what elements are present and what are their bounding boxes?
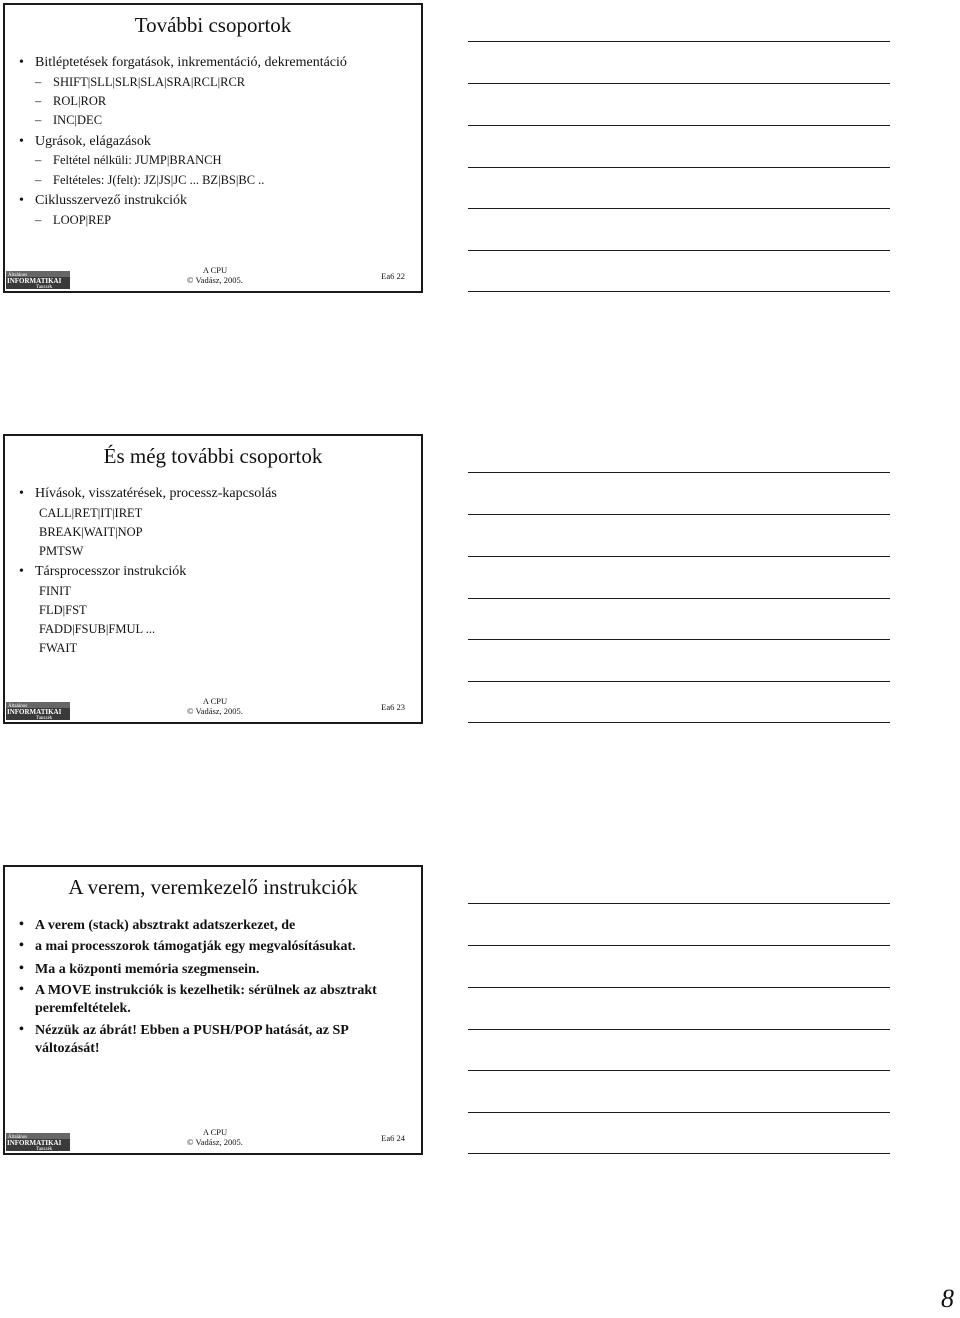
- dash-icon: –: [35, 94, 42, 108]
- slide-title: További csoportok: [134, 13, 292, 37]
- dash-icon: –: [35, 113, 42, 127]
- logo-line1: Általános: [8, 1135, 28, 1140]
- bullet-icon: •: [19, 564, 24, 579]
- bullet-icon: •: [19, 1022, 24, 1037]
- bullet-icon: •: [19, 961, 24, 976]
- department-logo: [6, 702, 70, 720]
- logo-line3: Tanszék: [36, 716, 53, 720]
- slide-footer-center: A CPU © Vadász, 2005.: [187, 1127, 243, 1147]
- slide-number: Ea6 22: [381, 271, 405, 281]
- dash-icon: –: [35, 153, 42, 167]
- logo-line1: Általános: [8, 273, 28, 278]
- dash-icon: –: [35, 75, 42, 89]
- bullet-icon: •: [19, 134, 24, 149]
- bullet-continuation: változását!: [35, 1041, 100, 1056]
- department-logo: [6, 1133, 70, 1151]
- logo-line3: Tanszék: [36, 1147, 53, 1151]
- slide-22: További csoportok • Bitléptetések forgatások, inkrementáció, dekrementáció – SHIFT|SLL|SLR|SLA|SRA|RCL|RCR – ROL|ROR – INC|DEC • Ugrások, elágazások – Feltétel nélküli: JUMP|BRANCH – Feltételes: J(felt): JZ|JS|JC ... BZ|BS|BC .. • Ciklusszervező instrukciók – LOOP|REP Általános INFORMATIKAI Tanszék A CPU © Vadász, 2005. Ea6 22: [3, 3, 423, 293]
- page-number: 8: [941, 1284, 954, 1313]
- slide-title: A verem, veremkezelő instrukciók: [68, 875, 358, 899]
- slide-24: A verem, veremkezelő instrukciók • A verem (stack) absztrakt adatszerkezet, de • a mai processzorok támogatják egy megvalósításukat. • Ma a központi memória szegmensein. • A MOVE instrukciók is kezelhetik: sérülnek az absztrakt peremfeltételek. • Nézzük az ábrát! Ebben a PUSH/POP hatását, az SP változását! Általános INFORMATIKAI Tanszék A CPU © Vadász, 2005. Ea6 24: [3, 865, 423, 1155]
- slide-footer-center: A CPU © Vadász, 2005.: [187, 265, 243, 285]
- slide-number: Ea6 23: [381, 702, 405, 712]
- logo-line2: INFORMATIKAI: [7, 708, 62, 716]
- slide-number: Ea6 24: [381, 1133, 405, 1143]
- sub-item: FADD|FSUB|FMUL ...: [39, 622, 156, 636]
- bullet-icon: •: [19, 938, 24, 953]
- bullet-continuation: peremfeltételek.: [35, 1001, 131, 1016]
- bullet-icon: •: [19, 982, 24, 997]
- sub-item: BREAK|WAIT|NOP: [39, 525, 143, 539]
- sub-item: FLD|FST: [39, 603, 87, 617]
- sub-item: PMTSW: [39, 544, 84, 558]
- logo-line2: INFORMATIKAI: [7, 277, 62, 285]
- bullet-icon: •: [19, 486, 24, 501]
- bullet-icon: •: [19, 55, 24, 70]
- sub-item: FWAIT: [39, 641, 78, 655]
- logo-line2: INFORMATIKAI: [7, 1139, 62, 1147]
- sub-item: FINIT: [39, 584, 71, 598]
- logo-line3: Tanszék: [36, 285, 53, 289]
- dash-icon: –: [35, 213, 42, 227]
- bullet-icon: •: [19, 193, 24, 208]
- slide-title: És még további csoportok: [103, 444, 323, 468]
- logo-line1: Általános: [8, 704, 28, 709]
- bullet-icon: •: [19, 917, 24, 932]
- slide-footer-center: A CPU © Vadász, 2005.: [187, 696, 243, 716]
- department-logo: [6, 271, 70, 289]
- slide-23: És még további csoportok • Hívások, visszatérések, processz-kapcsolás CALL|RET|IT|IRET BREAK|WAIT|NOP PMTSW • Társprocesszor instrukciók FINIT FLD|FST FADD|FSUB|FMUL ... FWAIT Általános INFORMATIKAI Tanszék A CPU © Vadász, 2005. Ea6 23: [3, 434, 423, 724]
- dash-icon: –: [35, 173, 42, 187]
- sub-item: CALL|RET|IT|IRET: [39, 506, 143, 520]
